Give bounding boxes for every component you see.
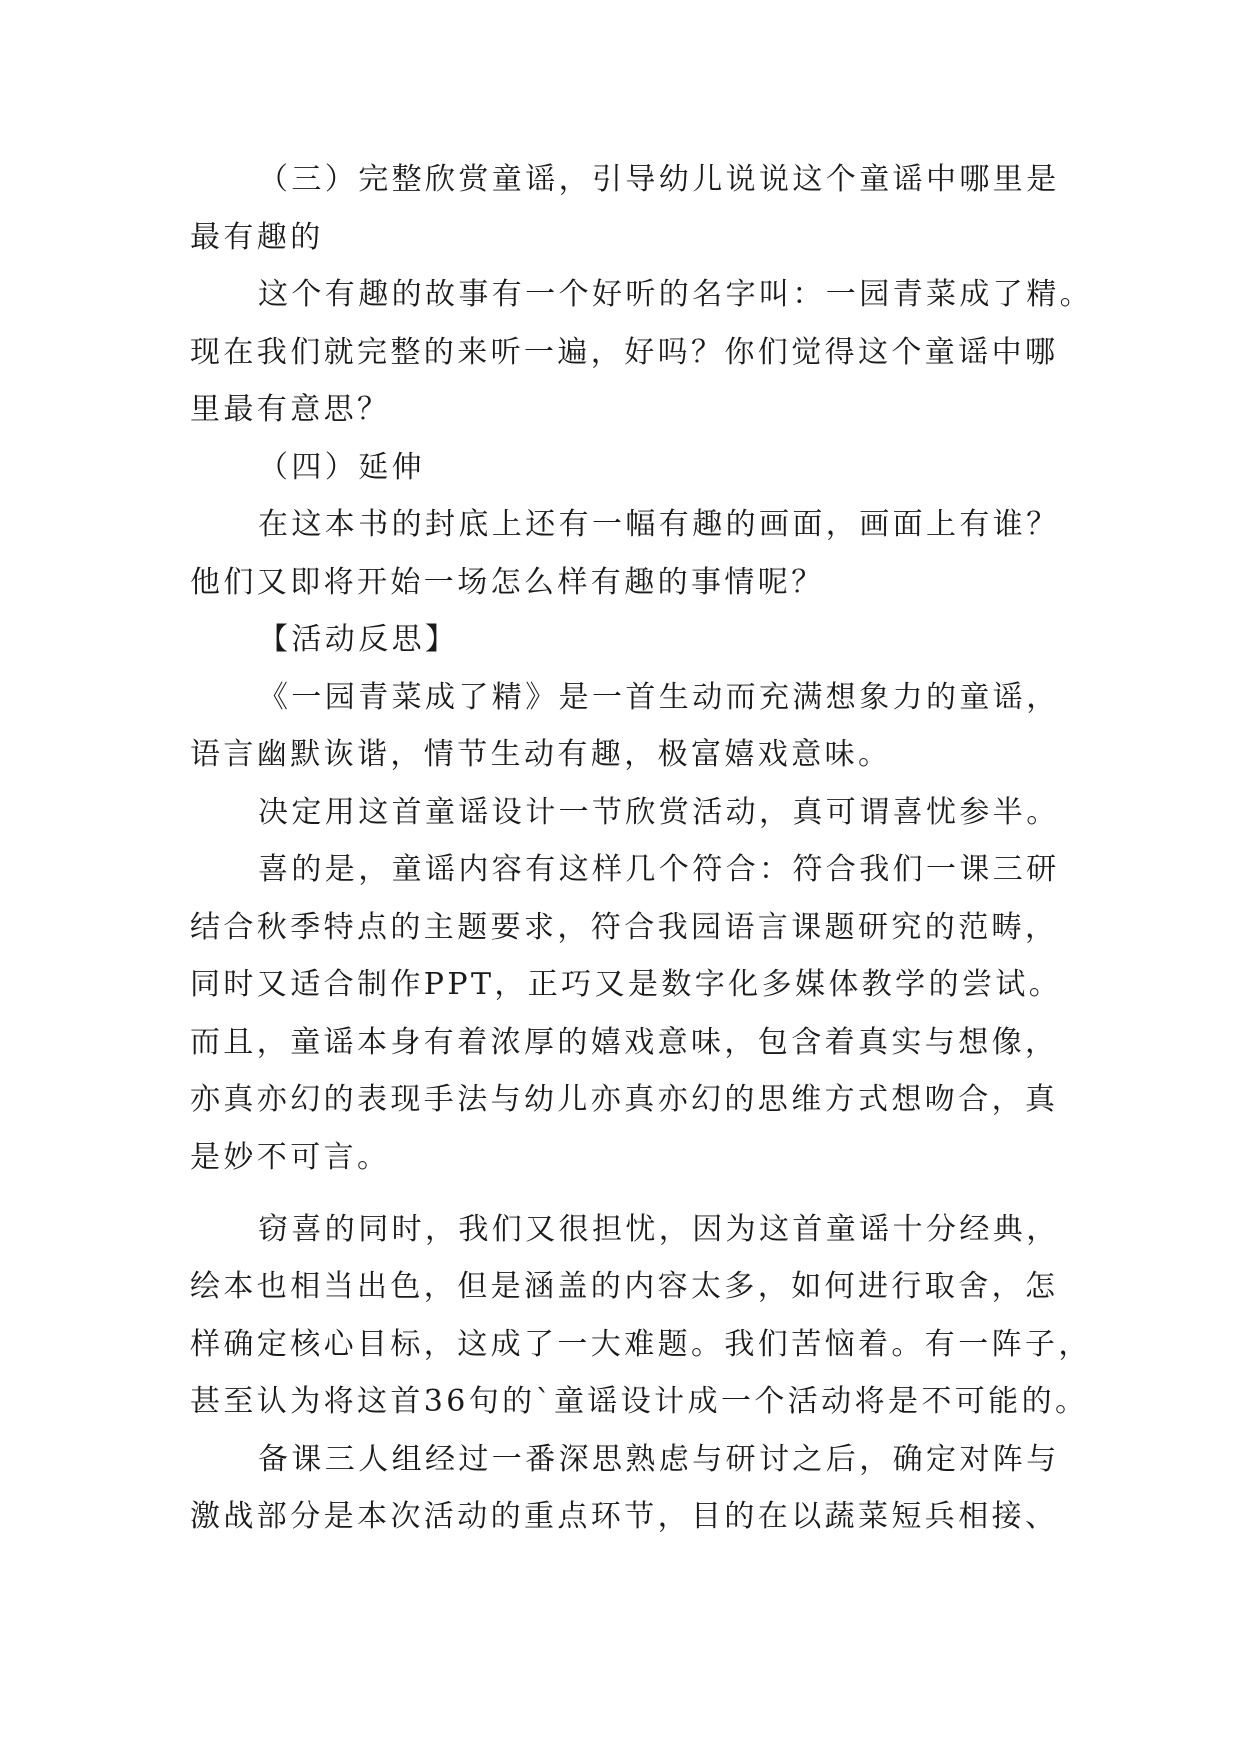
- text-line: 在这本书的封底上还有一幅有趣的画面，画面上有谁？: [258, 507, 1060, 542]
- text-line: 决定用这首童谣设计一节欣赏活动，真可谓喜忧参半。: [258, 795, 1060, 830]
- text-line: 这个有趣的故事有一个好听的名字叫：一园青菜成了精。: [258, 277, 1093, 312]
- text-line: 他们又即将开始一场怎么样有趣的事情呢？: [190, 565, 825, 600]
- section-heading: （四）延伸: [258, 450, 425, 485]
- text-line: 《一园青菜成了精》是一首生动而充满想象力的童谣，: [258, 680, 1060, 715]
- text-line: 备课三人组经过一番深思熟虑与研讨之后，确定对阵与: [258, 1442, 1060, 1477]
- text-line: 而且，童谣本身有着浓厚的嬉戏意味，包含着真实与想像，: [190, 1025, 1059, 1060]
- text-line: 结合秋季特点的主题要求，符合我园语言课题研究的范畴，: [190, 910, 1059, 945]
- text-line: 甚至认为将这首36句的`童谣设计成一个活动将是不可能的。: [190, 1384, 1089, 1419]
- text-line: 同时又适合制作PPT，正巧又是数字化多媒体教学的尝试。: [190, 967, 1063, 1002]
- text-line: 现在我们就完整的来听一遍，好吗？你们觉得这个童谣中哪: [190, 335, 1059, 370]
- text-line: 最有趣的: [190, 220, 324, 255]
- text-line: （三）完整欣赏童谣，引导幼儿说说这个童谣中哪里是: [258, 162, 1060, 197]
- text-line: 样确定核心目标，这成了一大难题。我们苦恼着。有一阵子，: [190, 1327, 1092, 1362]
- text-line: 是妙不可言。: [190, 1140, 391, 1175]
- text-line: 里最有意思？: [190, 392, 391, 427]
- text-line: 窃喜的同时，我们又很担忧，因为这首童谣十分经典，: [258, 1212, 1060, 1247]
- text-line: 绘本也相当出色，但是涵盖的内容太多，如何进行取舍，怎: [190, 1269, 1059, 1304]
- section-heading: 【活动反思】: [258, 622, 459, 657]
- text-line: 激战部分是本次活动的重点环节，目的在以蔬菜短兵相接、: [190, 1499, 1059, 1534]
- text-line: 语言幽默诙谐，情节生动有趣，极富嬉戏意味。: [190, 737, 892, 772]
- text-line: 喜的是，童谣内容有这样几个符合：符合我们一课三研: [258, 852, 1060, 887]
- text-line: 亦真亦幻的表现手法与幼儿亦真亦幻的思维方式想吻合，真: [190, 1082, 1059, 1117]
